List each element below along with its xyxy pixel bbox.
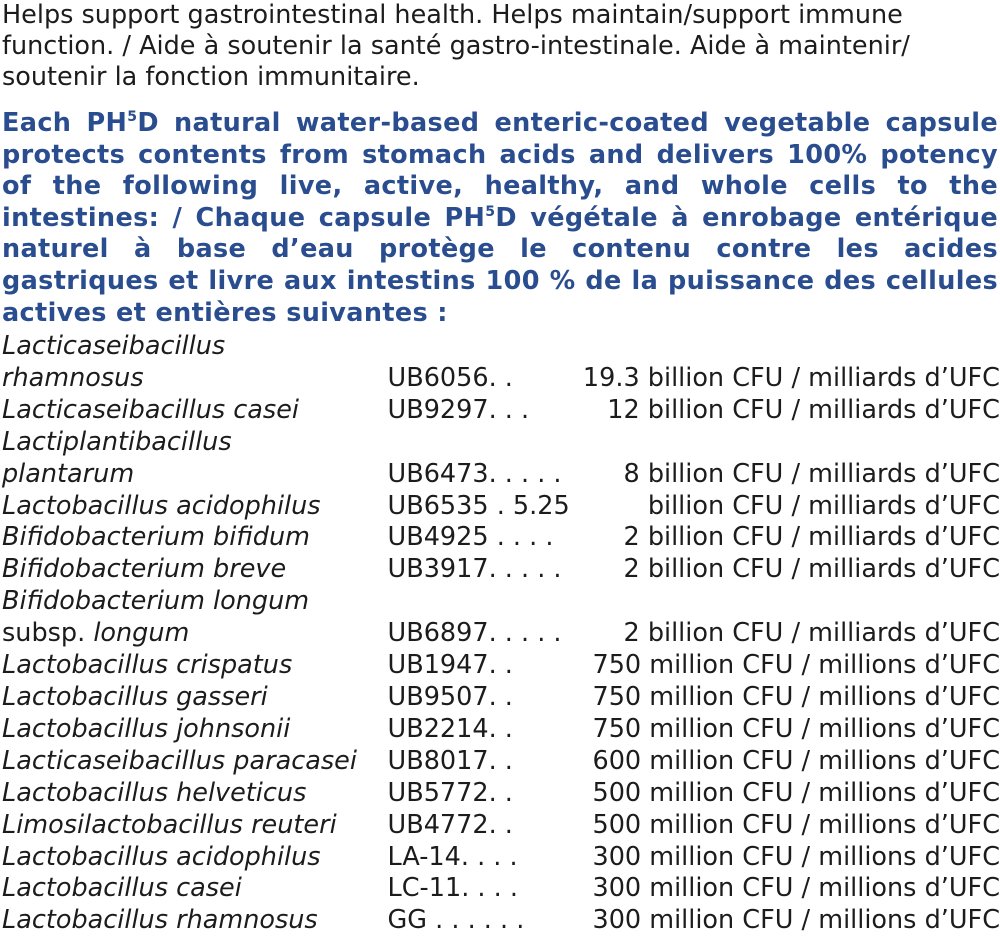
strain-name [0, 810, 388, 842]
strain-code: UB2214. . [387, 713, 513, 744]
strain-code: GG . . . . . . [387, 905, 525, 936]
strain-amount: 600 million CFU / millions d’UFC [592, 745, 1000, 776]
strain-name-text: Bifidobacterium longum [2, 586, 310, 617]
strain-name [0, 905, 388, 937]
strain-row [0, 491, 1000, 523]
strain-name [0, 522, 388, 554]
strain-name [0, 363, 388, 395]
strain-name-prefix: subsp. [2, 618, 94, 649]
strain-name-line1 [0, 427, 388, 459]
strain-name-text: rhamnosus [2, 362, 144, 393]
strain-name-text: Lactobacillus helveticus [2, 777, 307, 808]
strain-amount: 19.3 billion CFU / milliards d’UFC [582, 362, 1000, 393]
strain-name [0, 842, 388, 874]
strain-code: UB4925 . . . . [387, 522, 554, 553]
strain-name-text: Lacticaseibacillus paracasei [2, 745, 357, 776]
strain-name-line1 [0, 331, 388, 363]
strain-name [0, 554, 388, 586]
strain-name-text: Lactobacillus rhamnosus [2, 905, 318, 936]
strain-name [0, 873, 388, 905]
strain-row [0, 522, 1000, 554]
strain-code: UB5772. . [387, 777, 513, 808]
strain-name [0, 618, 388, 650]
strain-amount: 750 million CFU / millions d’UFC [592, 713, 1000, 744]
strain-code: UB6473. . . . . [387, 458, 562, 489]
strain-code: LA-14. . . . [387, 841, 518, 872]
strain-row [0, 746, 1000, 778]
strain-row [0, 459, 1000, 491]
strain-row [0, 905, 1000, 937]
strain-name [0, 395, 388, 427]
superscript-five-fr: 5 [485, 203, 496, 220]
strain-code: UB1947. . [387, 650, 513, 681]
strain-name-text: Lactobacillus johnsonii [2, 713, 291, 744]
strain-name-text: Lactobacillus acidophilus [2, 490, 321, 521]
strain-name [0, 491, 388, 523]
strain-row-name-line [0, 586, 1000, 618]
strain-name-text: Lactobacillus casei [2, 873, 242, 904]
potency-statement [2, 108, 998, 329]
strain-code: UB6897. . . . . [387, 618, 562, 649]
strain-amount: 750 million CFU / millions d’UFC [592, 681, 1000, 712]
strain-amount: 12 billion CFU / milliards d’UFC [607, 394, 1000, 425]
strain-row [0, 778, 1000, 810]
strain-amount: 300 million CFU / millions d’UFC [592, 905, 1000, 936]
strain-amount: 8 billion CFU / milliards d’UFC [623, 458, 1000, 489]
strain-row [0, 650, 1000, 682]
superscript-five: 5 [127, 109, 138, 125]
strain-name-text: Bifidobacterium bifidum [2, 522, 310, 553]
strain-code: UB4772. . [387, 809, 513, 840]
strain-name-line1 [0, 586, 388, 618]
potency-statement-part2: D natural water-based enteric-coated vegetable capsule protects contents from stomach acids and delivers 100% potency of the following live, active, healthy, and whole cells to the intestines: / Chaque capsule PH [2, 108, 998, 233]
strain-name [0, 682, 388, 714]
strain-name-text: plantarum [2, 458, 135, 489]
strain-code: UB6056. . [387, 362, 513, 393]
strain-name-text: Lactobacillus crispatus [2, 650, 293, 681]
strain-amount: 500 million CFU / millions d’UFC [592, 809, 1000, 840]
strain-code: LC-11. . . . [387, 873, 518, 904]
strain-code: UB3917. . . . . [387, 554, 562, 585]
strain-amount: 2 billion CFU / milliards d’UFC [623, 554, 1000, 585]
strain-row [0, 554, 1000, 586]
strain-row [0, 842, 1000, 874]
strain-name [0, 746, 388, 778]
strain-amount: billion CFU / milliards d’UFC [647, 490, 1000, 521]
potency-statement-part1: Each PH [2, 108, 128, 138]
strain-code: UB6535 . 5.25 [387, 490, 570, 521]
strain-row [0, 873, 1000, 905]
strain-amount: 500 million CFU / millions d’UFC [592, 777, 1000, 808]
strain-name [0, 650, 388, 682]
strain-amount: 300 million CFU / millions d’UFC [592, 873, 1000, 904]
strain-name-text: Lactobacillus acidophilus [2, 841, 321, 872]
strain-name-text: Lacticaseibacillus [2, 331, 226, 361]
strain-code: UB8017. . [387, 745, 513, 776]
strain-row [0, 395, 1000, 427]
strain-row [0, 810, 1000, 842]
strain-name-text: Lactiplantibacillus [2, 426, 232, 457]
strain-row-name-line [0, 427, 1000, 459]
strain-code: UB9507. . [387, 681, 513, 712]
strain-name-text: Bifidobacterium breve [2, 554, 287, 585]
strain-amount: 750 million CFU / millions d’UFC [592, 650, 1000, 681]
strain-amount: 2 billion CFU / milliards d’UFC [623, 618, 1000, 649]
strain-name [0, 459, 388, 491]
strain-name [0, 778, 388, 810]
strain-row [0, 363, 1000, 395]
strain-name-text: longum [93, 618, 190, 649]
strain-name-text: Lacticaseibacillus casei [2, 394, 299, 425]
potency-statement-part3: D végétale à enrobage entérique naturel à base d’eau protège le contenu contre les acides gastriques et livre aux intestins 100 % de la puissance des cellules actives et entières suivantes : [2, 202, 998, 328]
strain-name-text: Limosilactobacillus reuteri [2, 809, 337, 840]
strain-name [0, 714, 388, 746]
strain-code: UB9297. . . [387, 394, 530, 425]
strain-row [0, 682, 1000, 714]
strain-table [0, 331, 1000, 937]
strain-row-name-line [0, 331, 1000, 363]
strain-name-text: Lactobacillus gasseri [2, 681, 268, 712]
strain-amount: 2 billion CFU / milliards d’UFC [623, 522, 1000, 553]
strain-amount: 300 million CFU / millions d’UFC [592, 841, 1000, 872]
strain-row [0, 714, 1000, 746]
strain-row [0, 618, 1000, 650]
intro-paragraph: Helps support gastrointestinal health. Helps maintain/support immune function. / Aide à soutenir la santé gastro-intestinale. Aide à maintenir/ soutenir la fonction immunitaire. [2, 0, 910, 92]
